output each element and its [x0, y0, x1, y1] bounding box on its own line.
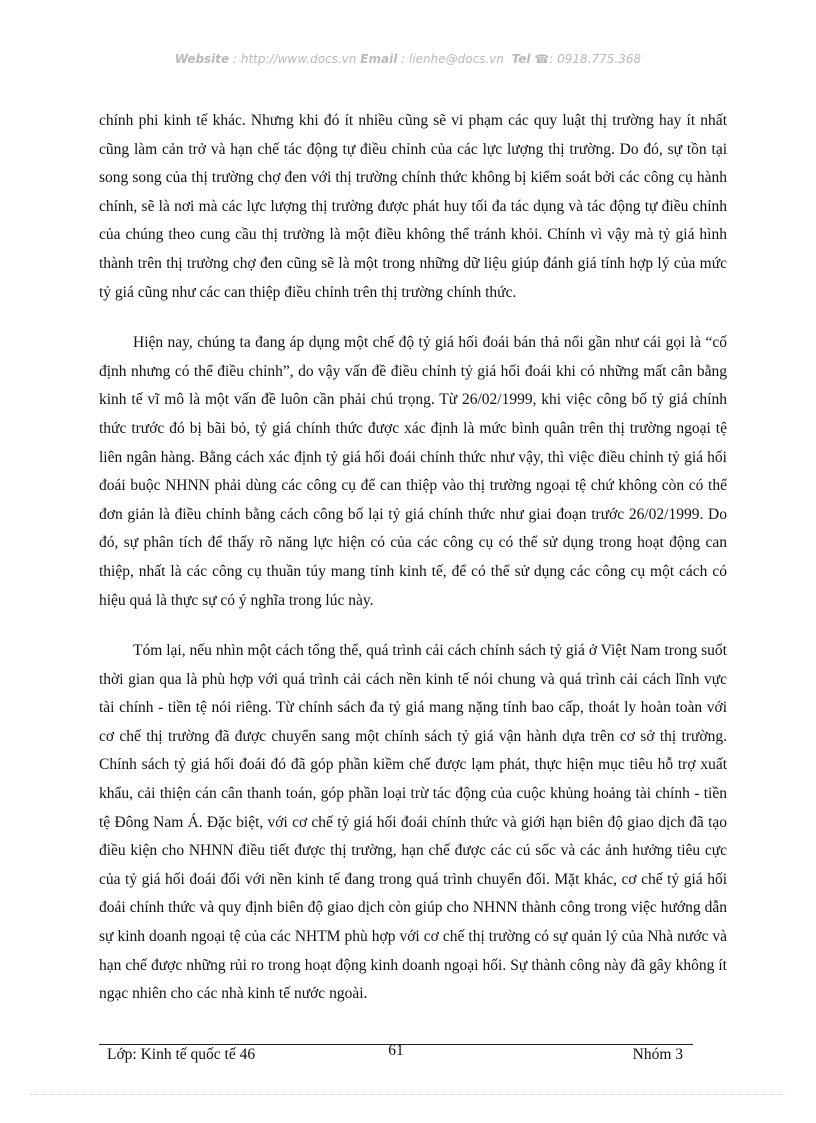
- paragraph-2: Hiện nay, chúng ta đang áp dụng một chế độ tỷ giá hối đoái bán thả nổi gần như cái gọi là “cố định nhưng có thể điều chỉnh”, do vậy vấn đề điều chỉnh tỷ giá hối đoái khi có những mất cân bằng kinh tế vĩ mô là một vấn đề luôn cần phải chú trọng. Từ 26/02/1999, khi việc công bố tỷ giá chính thức trước đó bị bãi bỏ, tỷ giá chính thức được xác định là mức bình quân trên thị trường ngoại tệ liên ngân hàng. Bằng cách xác định tỷ giá hối đoái chính thức như vậy, thì việc điều chỉnh tỷ giá hối đoái buộc NHNN phải dùng các công cụ để can thiệp vào thị trường ngoại tệ chứ không còn có thể đơn giản là điều chỉnh bằng cách công bố lại tỷ giá chính thức như giai đoạn trước 26/02/1999. Do đó, sự phân tích để thấy rõ năng lực hiện có của các công cụ có thể sử dụng trong hoạt động can thiệp, nhất là các công cụ thuần túy mang tính kinh tế, để có thể sử dụng các công cụ một cách có hiệu quả là thực sự có ý nghĩa trong lúc này.: [99, 334, 727, 609]
- email-value: : lienhe@docs.vn: [401, 52, 504, 66]
- page-header: [0, 52, 816, 66]
- paragraph-3: Tóm lại, nếu nhìn một cách tổng thể, quá trình cải cách chính sách tỷ giá ở Việt Nam trong suốt thời gian qua là phù hợp với quá trình cải cách nền kinh tế nói chung và quá trình cải cách lĩnh vực tài chính - tiền tệ nói riêng. Từ chính sách đa tỷ giá mang nặng tính bao cấp, thoát ly hoàn toàn với cơ chế thị trường đã được chuyển sang một chính sách tỷ giá vận hành dựa trên cơ sở thị trường. Chính sách tỷ giá hối đoái đó đã góp phần kiềm chế được lạm phát, thực hiện mục tiêu hỗ trợ xuất khẩu, cải thiện cán cân thanh toán, góp phần loại trừ tác động của cuộc khủng hoảng tài chính - tiền tệ Đông Nam Á. Đặc biệt, với cơ chế tỷ giá hối đoái chính thức và giới hạn biên độ giao dịch đã tạo điều kiện cho NHNN điều tiết được thị trường, hạn chế được các cú sốc và các ảnh hưởng tiêu cực của tỷ giá hối đoái đối với nền kinh tế đang trong quá trình chuyển đổi. Mặt khác, cơ chế tỷ giá hối đoái chính thức và quy định biên độ giao dịch còn giúp cho NHNN thành công trong việc hướng dẫn sự kinh doanh ngoại tệ của các NHTM phù hợp với cơ chế thị trường có sự quản lý của Nhà nước và hạn chế được những rủi ro trong hoạt động kinh doanh ngoại hối. Sự thành công này đã gây không ít ngạc nhiên cho các nhà kinh tế nước ngoài.: [99, 642, 727, 1003]
- phone-icon: ☎: [534, 52, 550, 66]
- footer-group-label: Nhóm 3: [632, 1046, 683, 1063]
- document-body: [99, 107, 727, 1031]
- tel-value: : 0918.775.368: [549, 52, 642, 66]
- page-number: 61: [388, 1042, 404, 1059]
- footer-class-label: Lớp: Kinh tế quốc tế 46: [107, 1046, 256, 1063]
- paragraph-1: chính phi kinh tế khác. Nhưng khi đó ít nhiều cũng sẽ vi phạm các quy luật thị trường hay ít nhất cũng làm cản trở và hạn chế tác động tự điều chỉnh của các lực lượng thị trường. Do đó, sự tồn tại song song của thị trường chợ đen với thị trường chính thức không bị kiểm soát bởi các công cụ hành chính, sẽ là nơi mà các lực lượng thị trường được phát huy tối đa tác dụng và tác động tự điều chỉnh của chúng theo cung cầu thị trường là một điều không thể tránh khỏi. Chính vì vậy mà tỷ giá hình thành trên thị trường chợ đen cũng sẽ là một trong những dữ liệu giúp đánh giá tính hợp lý của mức tỷ giá cũng như các can thiệp điều chỉnh trên thị trường chính thức.: [99, 112, 727, 301]
- page-footer: [99, 1042, 693, 1068]
- website-label: Website: [174, 52, 230, 66]
- bottom-dotted-rule: [30, 1094, 786, 1095]
- email-label: Email: [360, 52, 398, 66]
- website-value: : http://www.docs.vn: [233, 52, 357, 66]
- tel-label: Tel: [511, 52, 531, 66]
